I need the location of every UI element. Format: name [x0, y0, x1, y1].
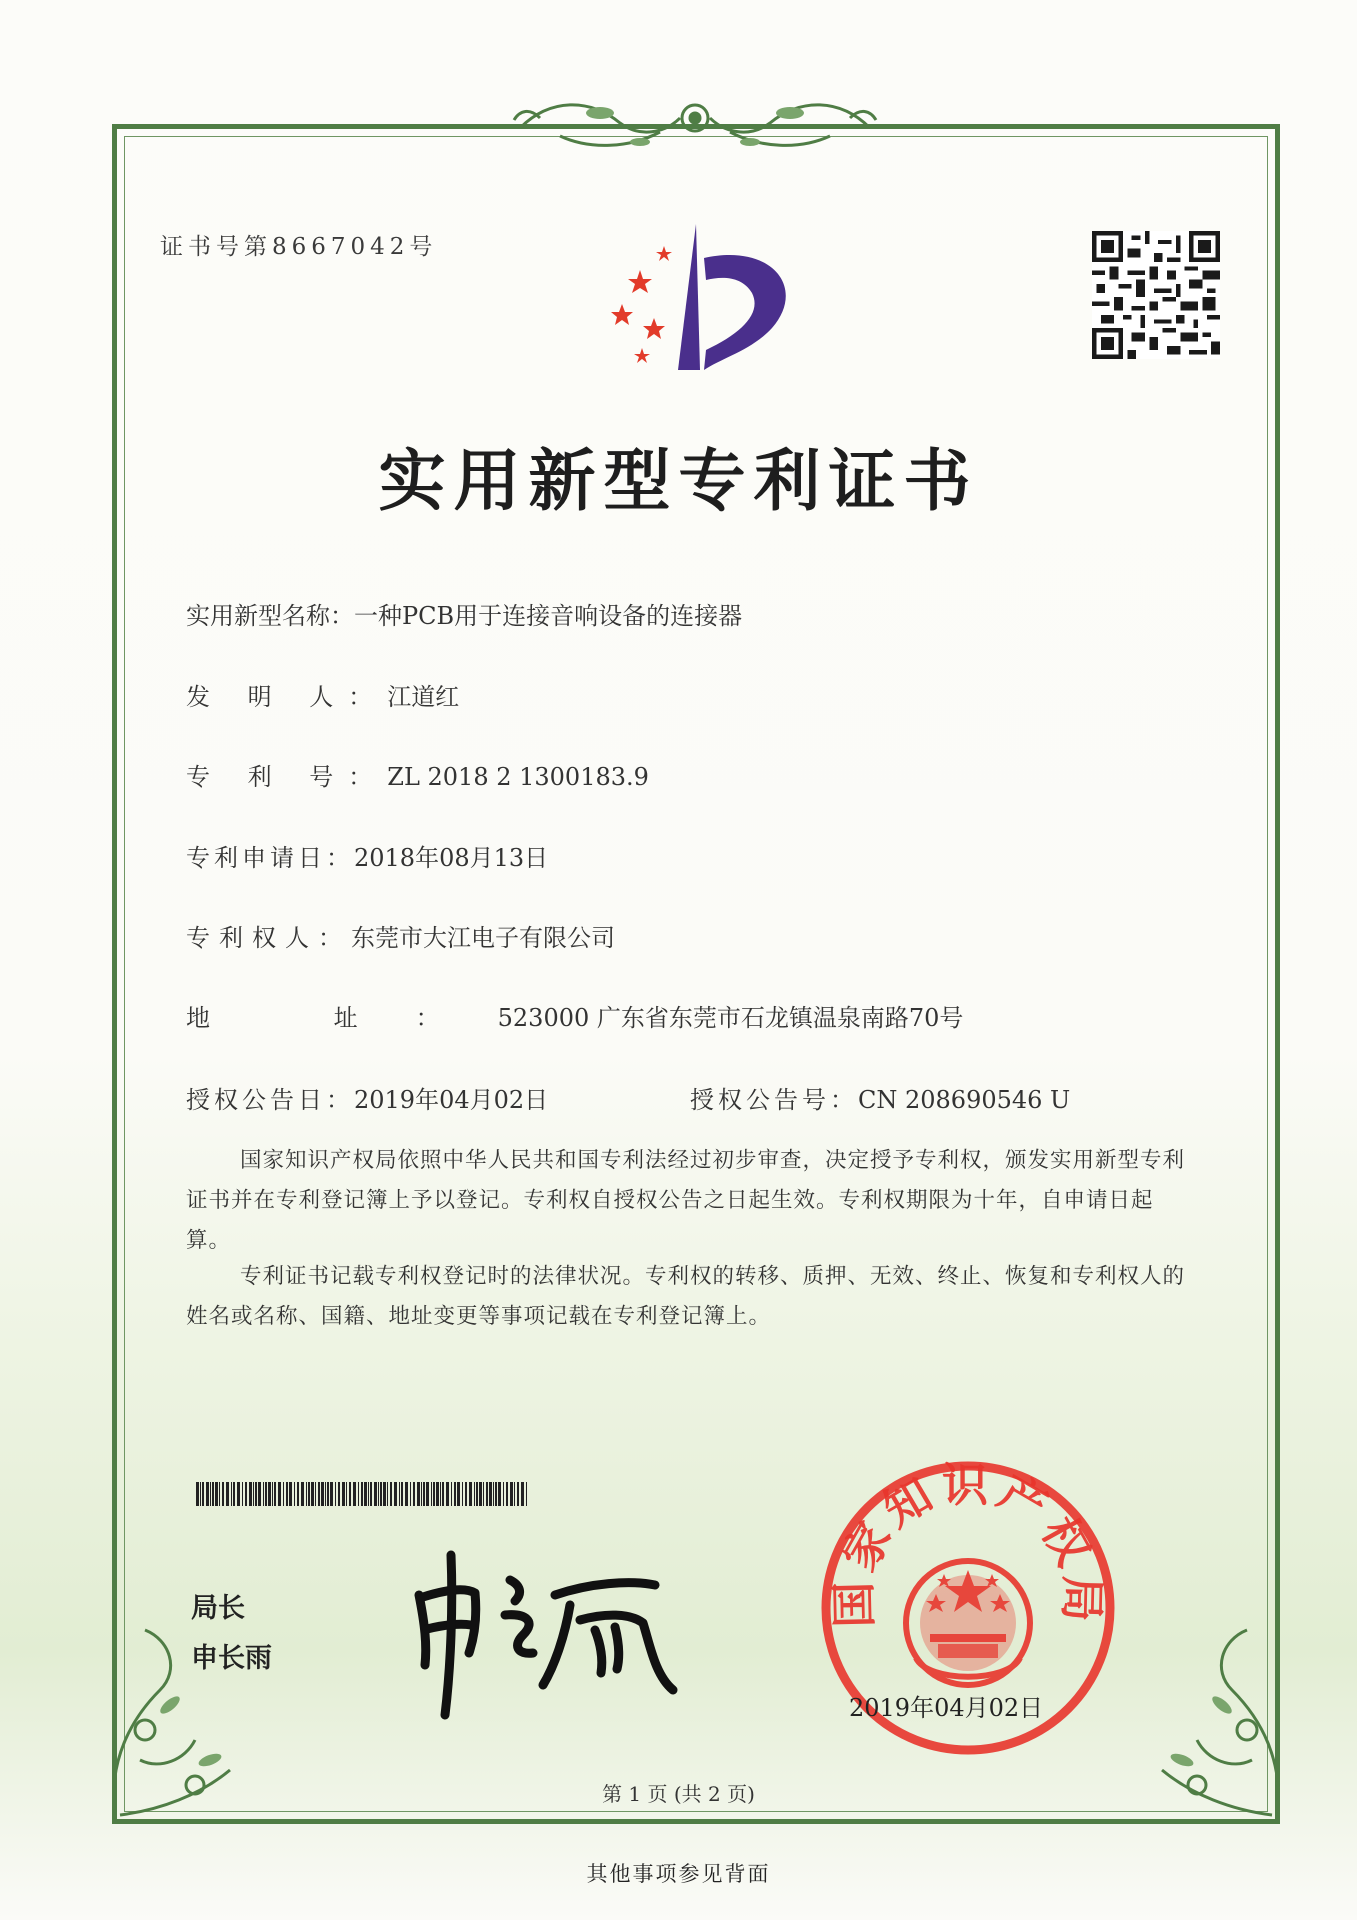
application-date-row	[186, 838, 548, 873]
top-ornament-icon	[500, 88, 890, 160]
inventor-label: 发 明 人：	[186, 683, 388, 711]
patent-number-row	[186, 757, 649, 792]
grant-number-row	[690, 1080, 1070, 1115]
application-date-label: 专利申请日：	[186, 844, 354, 872]
address-label: 地 址：	[186, 1004, 498, 1032]
certificate-title: 实用新型专利证书	[378, 441, 979, 520]
patentee-value: 东莞市大江电子有限公司	[351, 924, 615, 952]
back-side-note: 其他事项参见背面	[586, 1862, 771, 1886]
inventor-row	[186, 677, 459, 712]
utility-model-name-value: 一种PCB用于连接音响设备的连接器	[354, 602, 743, 630]
grant-number-label: 授权公告号：	[690, 1086, 858, 1114]
director-name: 申长雨	[191, 1643, 272, 1674]
grant-date-row	[186, 1080, 548, 1115]
qr-code-icon	[1092, 231, 1220, 359]
inventor-value: 江道红	[387, 683, 460, 711]
utility-model-name-label: 实用新型名称：	[186, 602, 354, 630]
certificate-number: 证书号第8667042号	[160, 234, 438, 260]
address-value: 523000 广东省东莞市石龙镇温泉南路70号	[497, 1004, 964, 1032]
statement-paragraph-2: 专利证书记载专利权登记时的法律状况。专利权的转移、质押、无效、终止、恢复和专利权人的姓名或名称、国籍、地址变更等事项记载在专利登记簿上。	[186, 1264, 1186, 1329]
director-signature	[405, 1535, 705, 1725]
patent-number-label: 专 利 号：	[186, 763, 388, 791]
grant-date-label: 授权公告日：	[186, 1086, 354, 1114]
patent-number-value: ZL 2018 2 1300183.9	[387, 763, 649, 791]
utility-model-name-row	[186, 596, 742, 631]
grant-number-value: CN 208690546 U	[858, 1086, 1071, 1114]
national-emblem-icon	[906, 1561, 1030, 1685]
patentee-label: 专利权人：	[186, 924, 351, 952]
statement-paragraph-1: 国家知识产权局依照中华人民共和国专利法经过初步审查，决定授予专利权，颁发实用新型专利证书并在专利登记簿上予以登记。专利权自授权公告之日起生效。专利权期限为十年，自申请日起算。	[186, 1148, 1186, 1253]
address-row	[186, 998, 963, 1033]
grant-date-value: 2019年04月02日	[354, 1086, 549, 1114]
patentee-row	[186, 918, 615, 953]
barcode-icon	[196, 1482, 530, 1506]
director-title: 局长	[191, 1593, 245, 1624]
patent-office-logo-icon	[592, 218, 812, 376]
application-date-value: 2018年08月13日	[354, 844, 549, 872]
page-number: 第 1 页 (共 2 页)	[602, 1782, 755, 1806]
seal-text: 国家知识产权局	[826, 1458, 1110, 1629]
seal-date: 2019年04月02日	[849, 1694, 1044, 1722]
